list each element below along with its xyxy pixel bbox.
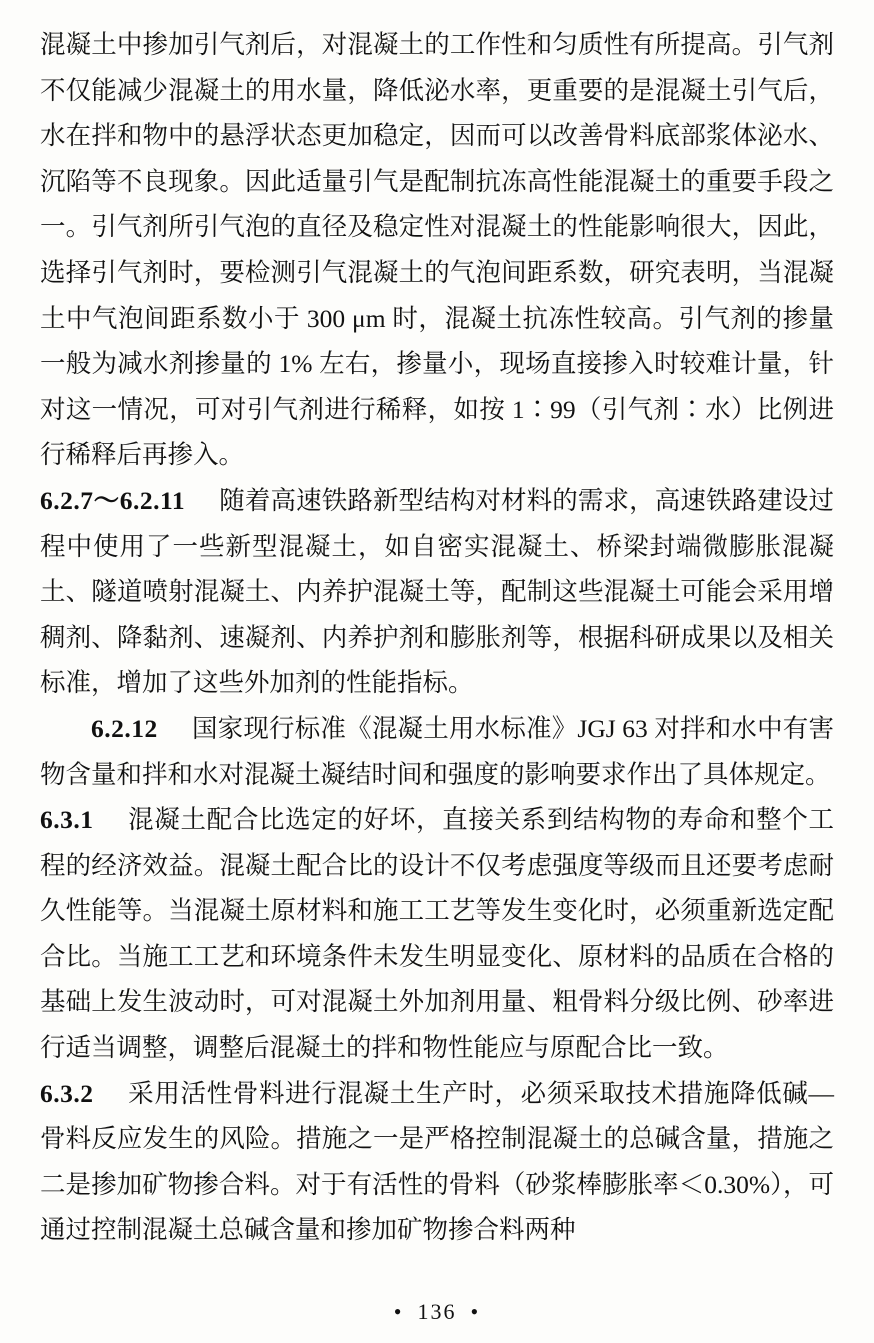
paragraph-text: 混凝土配合比选定的好坏，直接关系到结构物的寿命和整个工程的经济效益。混凝土配合比的设计不仅考虑强度等级而且还要考虑耐久性能等。当混凝土原材料和施工工艺等发生变化时，必须重新选定配合比。当施工工艺和环境条件未发生明显变化、原材料的品质在合格的基础上发生波动时，可对混凝土外加剂用量、粗骨料分级比例、砂率进行适当调整，调整后混凝土的拌和物性能应与原配合比一致。 xyxy=(40,805,834,1063)
clause-number: 6.2.7～6.2.11 xyxy=(40,485,186,515)
paragraph-text: 随着高速铁路新型结构对材料的需求，高速铁路建设过程中使用了一些新型混凝土，如自密实混凝土、桥梁封端微膨胀混凝土、隧道喷射混凝土、内养护混凝土等，配制这些混凝土可能会采用增稠剂、降黏剂、速凝剂、内养护剂和膨胀剂等，根据科研成果以及相关标准，增加了这些外加剂的性能指标。 xyxy=(40,485,834,698)
paragraph-text: 采用活性骨料进行混凝土生产时，必须采取技术措施降低碱—骨料反应发生的风险。措施之一是严格控制混凝土的总碱含量，措施之二是掺加矿物掺合料。对于有活性的骨料（砂浆棒膨胀率＜0.30%），可通过控制混凝土总碱含量和掺加矿物掺合料两种 xyxy=(40,1078,834,1245)
footer-dot-left: • xyxy=(393,1299,404,1324)
paragraph-6-2-12 xyxy=(40,706,834,797)
footer-dot-right: • xyxy=(470,1299,481,1324)
paragraph-6-3-1 xyxy=(40,797,834,1071)
paragraph-text: 混凝土中掺加引气剂后，对混凝土的工作性和匀质性有所提高。引气剂不仅能减少混凝土的用水量，降低泌水率，更重要的是混凝土引气后，水在拌和物中的悬浮状态更加稳定，因而可以改善骨料底部浆体泌水、沉陷等不良现象。因此适量引气是配制抗冻高性能混凝土的重要手段之一。引气剂所引气泡的直径及稳定性对混凝土的性能影响很大，因此，选择引气剂时，要检测引气混凝土的气泡间距系数，研究表明，当混凝土中气泡间距系数小于 300 μm 时，混凝土抗冻性较高。引气剂的掺量一般为减水剂掺量的 1% 左右，掺量小，现场直接掺入时较难计量，针对这一情况，可对引气剂进行稀释，如按 1∶99（引气剂∶水）比例进行稀释后再掺入。 xyxy=(40,30,834,470)
clause-number: 6.3.2 xyxy=(40,1078,94,1108)
clause-number: 6.3.1 xyxy=(40,805,94,835)
paragraph-air-entraining-agent xyxy=(40,22,834,478)
clause-number: 6.2.12 xyxy=(91,713,158,743)
paragraph-6-2-7-to-6-2-11 xyxy=(40,478,834,706)
page-number: 136 xyxy=(417,1299,457,1324)
paragraph-text: 国家现行标准《混凝土用水标准》JGJ 63 对拌和水中有害物含量和拌和水对混凝土凝结时间和强度的影响要求作出了具体规定。 xyxy=(40,713,834,789)
page-footer xyxy=(0,1299,874,1325)
paragraph-6-3-2 xyxy=(40,1071,834,1253)
